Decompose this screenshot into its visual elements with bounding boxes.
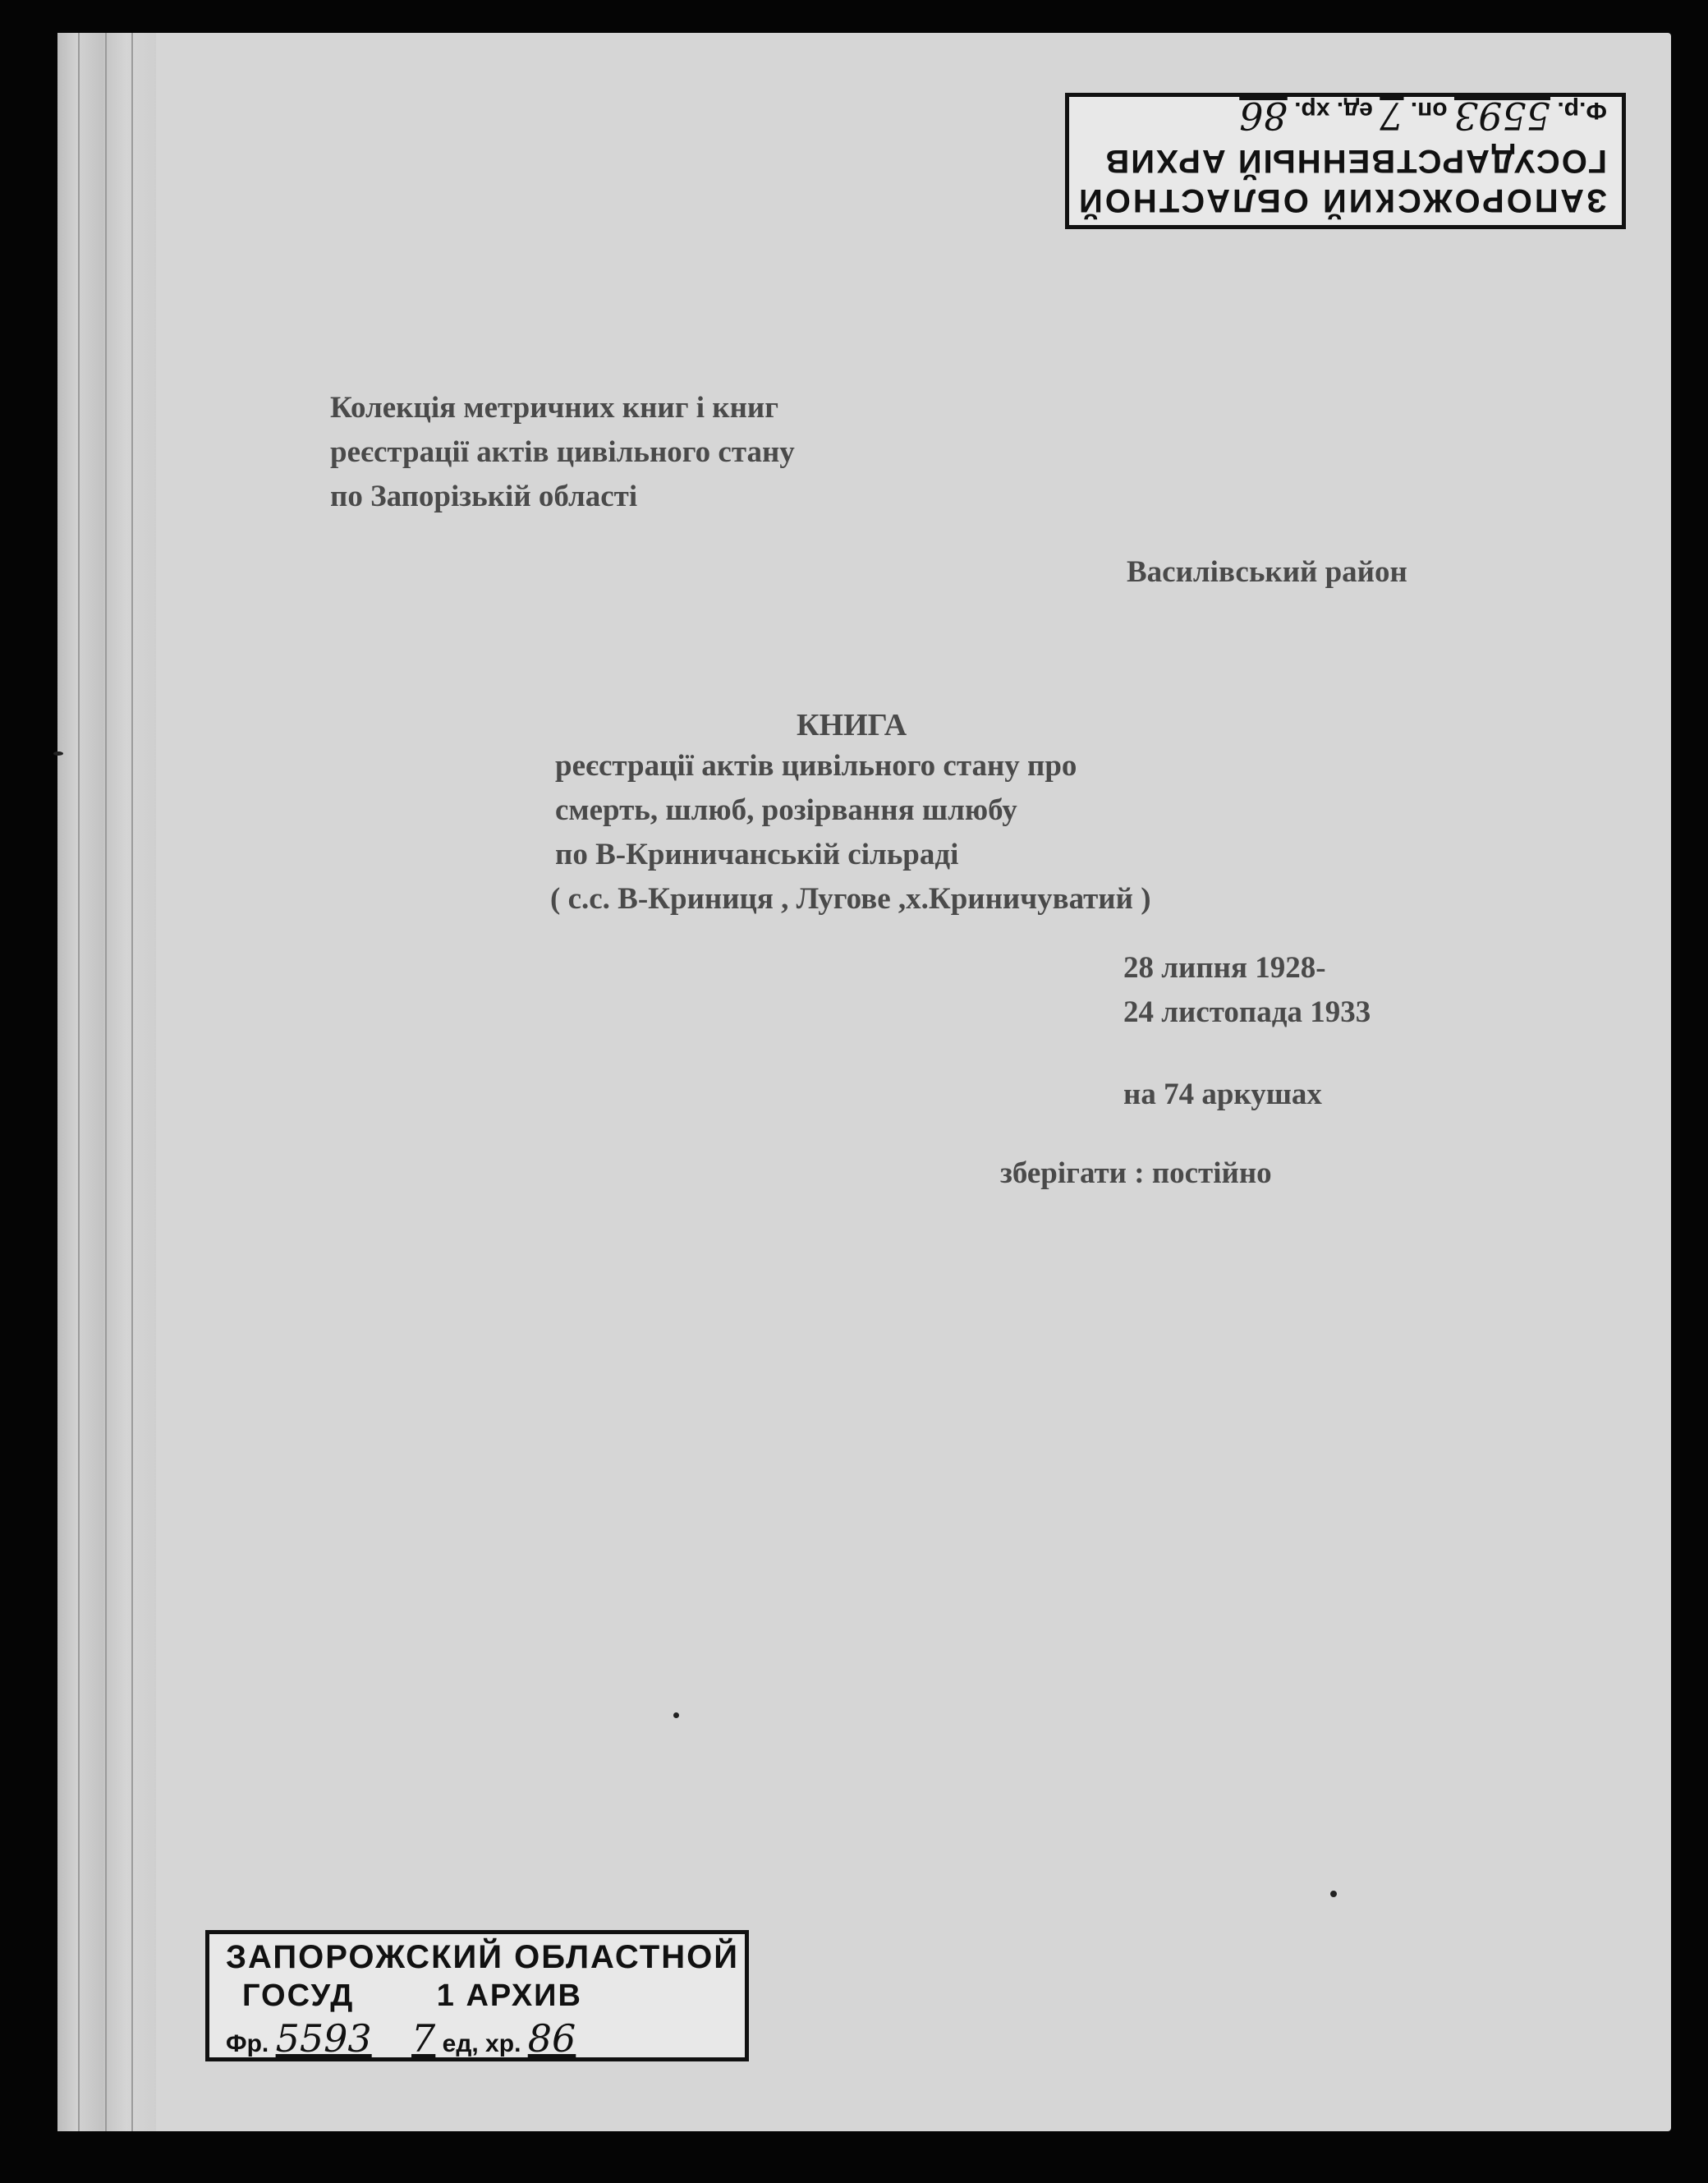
book-line: ( с.с. В-Криниця , Лугове ,х.Криничуватий ) <box>550 882 1151 916</box>
mark-dot <box>673 1712 679 1718</box>
ed-value: 86 <box>527 2016 576 2061</box>
fr-label: Ф.р. <box>1557 97 1607 124</box>
date-end: 24 листопада 1933 <box>1123 995 1371 1029</box>
collection-line: по Запорізькій області <box>330 480 638 513</box>
binding-spine <box>57 33 156 2131</box>
ed-value: 86 <box>1239 94 1288 138</box>
mark-dot <box>53 751 63 756</box>
book-description <box>550 744 1151 921</box>
document-page <box>57 33 1671 2131</box>
date-range <box>1123 946 1371 1035</box>
book-line: смерть, шлюб, розірвання шлюбу <box>555 793 1017 827</box>
fr-value: 5593 <box>1453 94 1551 138</box>
stamp-line-3 <box>1239 94 1607 138</box>
stamp-line-3 <box>226 2016 576 2061</box>
spine-fold-line <box>131 33 133 2131</box>
ed-label: ед, хр. <box>442 2030 521 2057</box>
op-value: 7 <box>1380 94 1404 138</box>
ed-label: ед. хр. <box>1294 97 1373 124</box>
collection-line: реєстрації актів цивільного стану <box>330 435 795 469</box>
spine-fold-line <box>78 33 80 2131</box>
date-start: 28 липня 1928- <box>1123 951 1326 985</box>
stamp-line-2: ГОСУДАРСТВЕННЫЙ АРХИВ <box>1104 143 1607 179</box>
book-line: по В-Криничанській сільраді <box>555 838 959 871</box>
spine-fold-line <box>105 33 107 2131</box>
op-value: 7 <box>411 2016 436 2061</box>
collection-heading <box>330 386 795 519</box>
mark-dot <box>1330 1891 1337 1897</box>
stamp-line-1: ЗАПОРОЖСКИЙ ОБЛАСТНОЙ <box>1077 182 1607 218</box>
stamp-line-1: ЗАПОРОЖСКИЙ ОБЛАСТНОЙ <box>226 1939 739 1975</box>
book-line: реєстрації актів цивільного стану про <box>555 749 1077 783</box>
archive-stamp-bottom <box>205 1930 749 2061</box>
archive-stamp-top <box>1065 93 1626 229</box>
book-title: КНИГА <box>797 708 907 742</box>
sheet-count: на 74 аркушах <box>1123 1078 1322 1111</box>
fr-label: Фр. <box>226 2030 269 2057</box>
district-label: Василівський район <box>1127 555 1407 589</box>
fr-value: 5593 <box>275 2016 372 2061</box>
op-label: оп. <box>1410 97 1448 124</box>
retention-note: зберігати : постійно <box>1000 1156 1272 1190</box>
collection-line: Колекція метричних книг і книг <box>330 391 779 425</box>
stamp-line-2: ГОСУД 1 АРХИВ <box>242 1978 582 2013</box>
